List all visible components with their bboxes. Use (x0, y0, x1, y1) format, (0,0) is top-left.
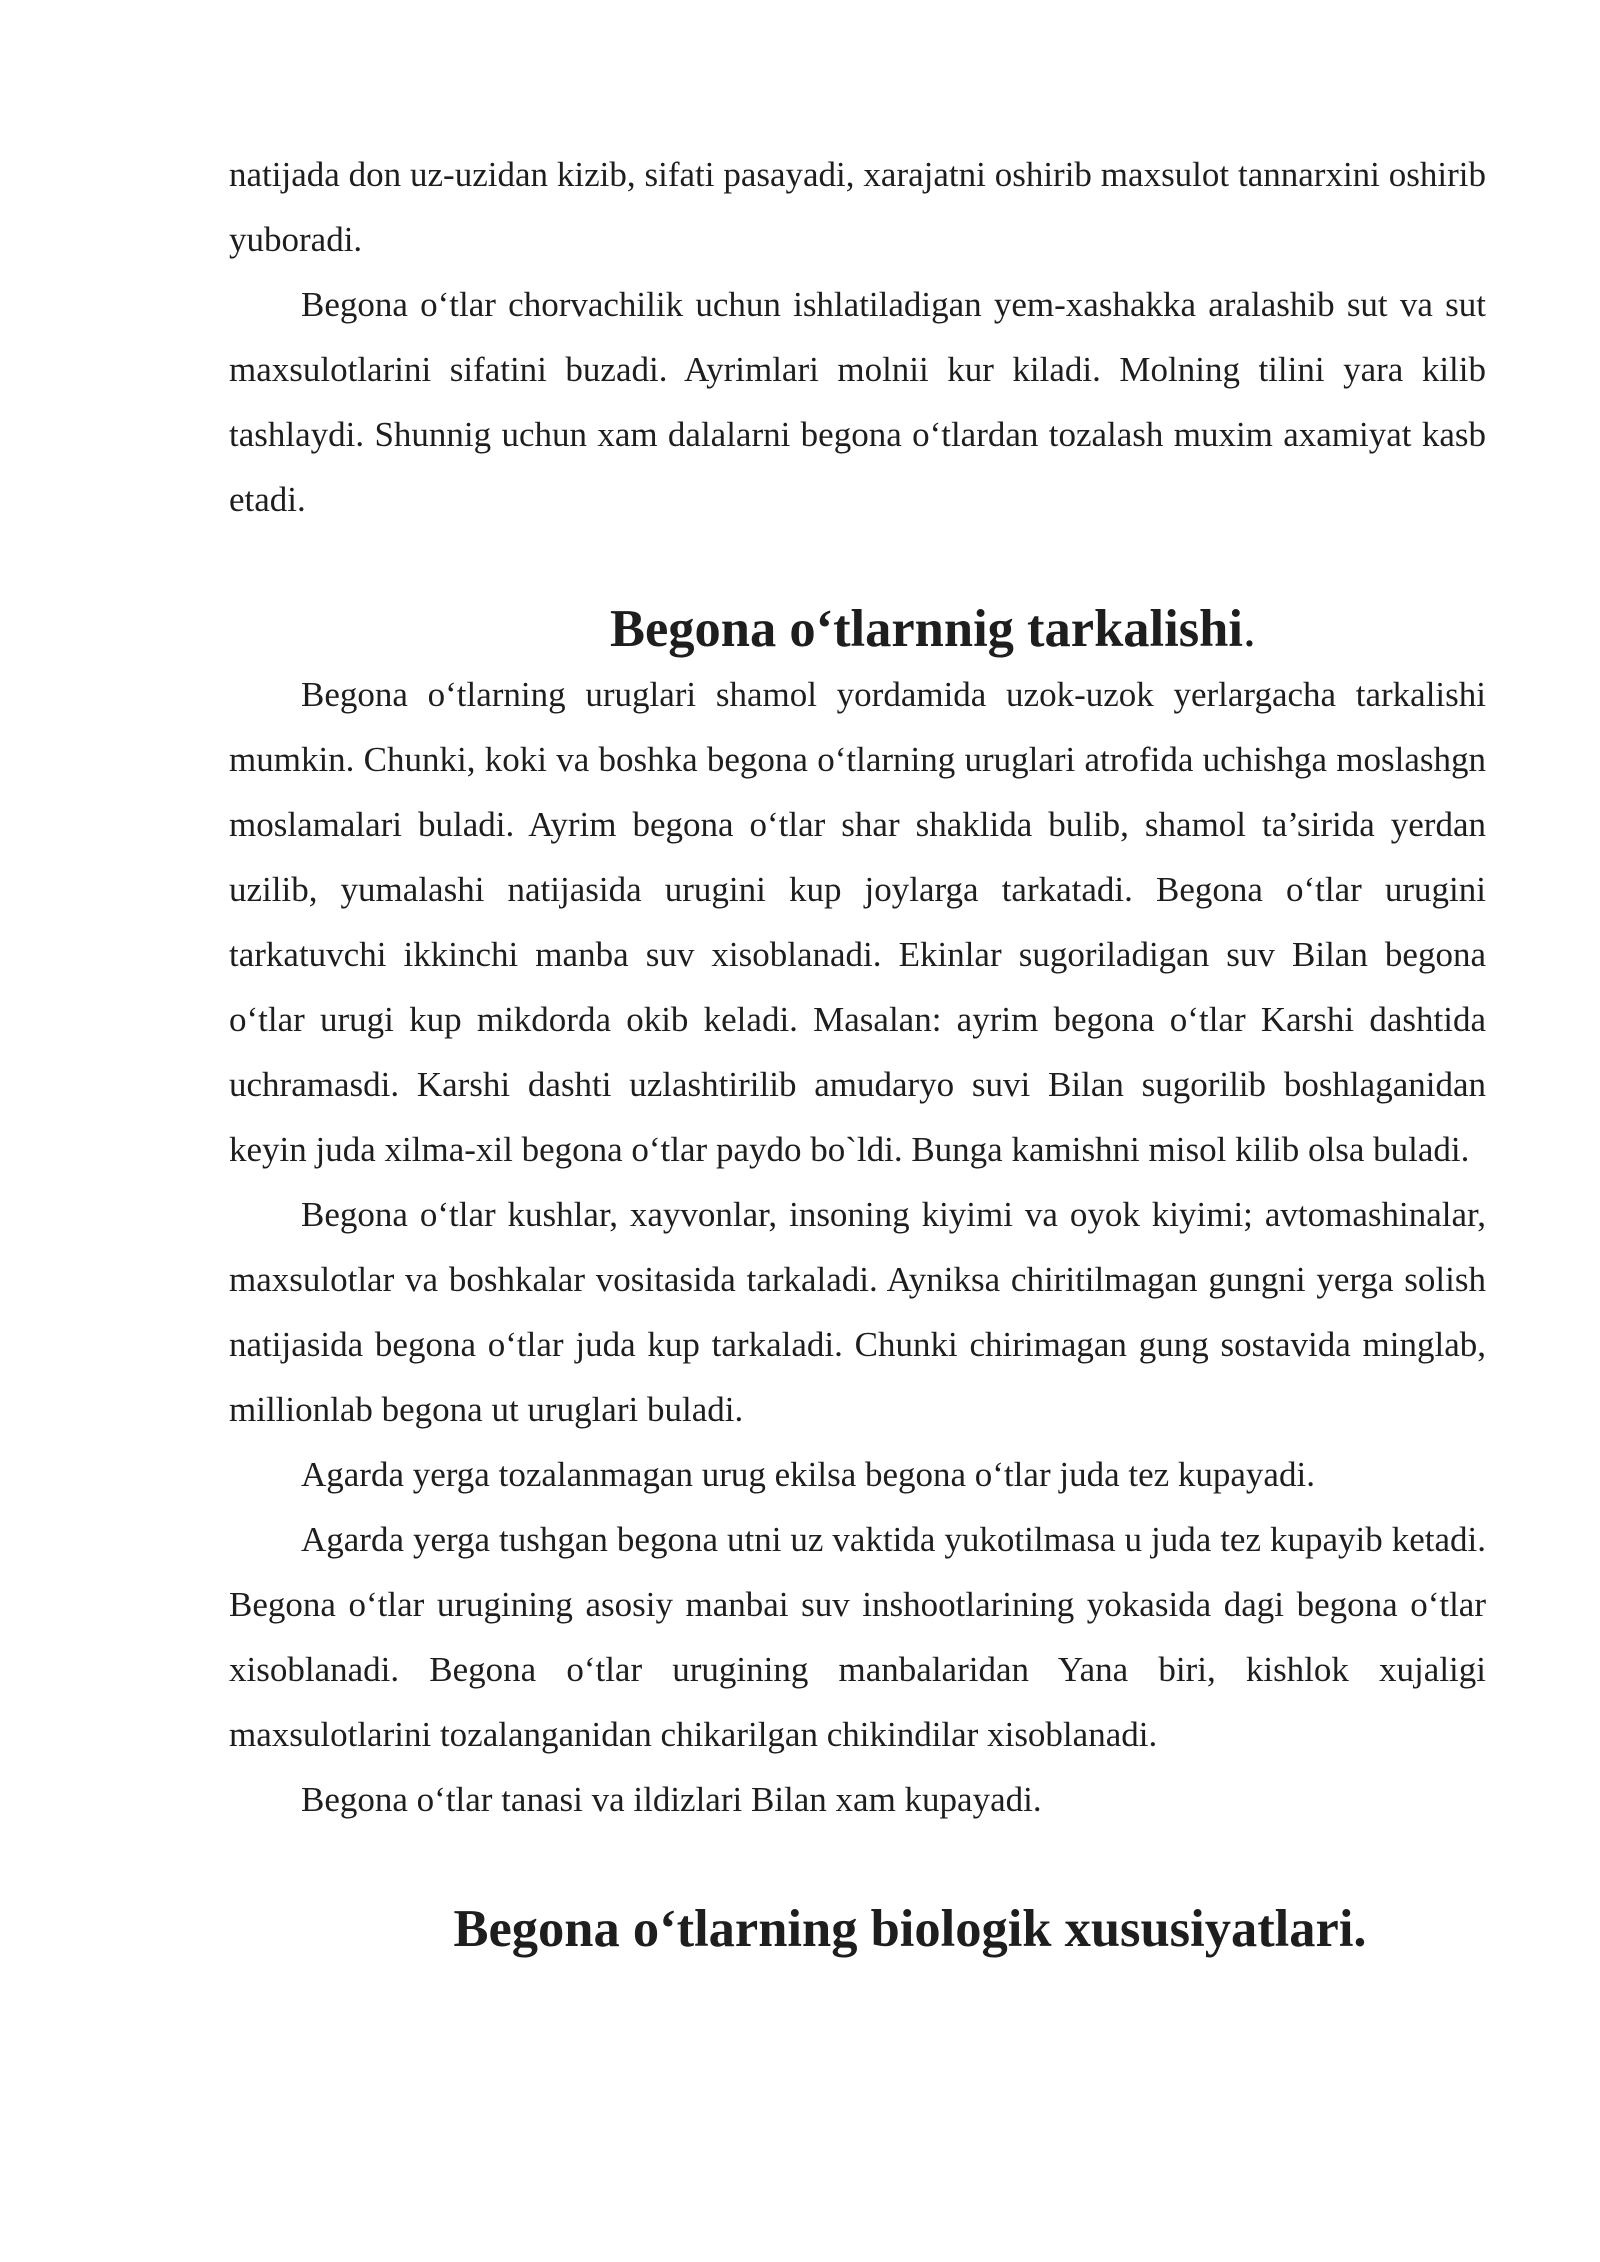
paragraph-animals-vehicles: Begona o‘tlar kushlar, xayvonlar, insoning kiyimi va oyok kiyimi; avtomashinalar, maxsulotlar va boshkalar vositasida tarkaladi. Ayniksa chiritilmagan gungni yerga solish natijasida begona o‘tlar juda kup tarkaladi. Chunki chirimagan gung sostavida minglab, millionlab begona ut uruglari buladi. (229, 1195, 1486, 1429)
paragraph-wind-water: Begona o‘tlarning uruglari shamol yordamida uzok-uzok yerlargacha tarkalishi mumkin. Chunki, koki va boshka begona o‘tlarning uruglari atrofida uchishga moslashgn moslamalari buladi. Ayrim begona o‘tlar shar shaklida bulib, shamol ta’sirida yerdan uzilib, yumalashi natijasida urugini kup joylarga tarkatadi. Begona o‘tlar urugini tarkatuvchi ikkinchi manba suv xisoblanadi. Ekinlar sugoriladigan suv Bilan begona o‘tlar urugi kup mikdorda okib keladi. Masalan: ayrim begona o‘tlar Karshi dashtida uchramasdi. Karshi dashti uzlashtirilib amudaryo suvi Bilan sugorilib boshlaganidan keyin juda xilma-xil begona o‘tlar paydo bo`ldi. Bunga kamishni misol kilib olsa buladi. (229, 675, 1486, 1169)
paragraph-roots: Begona o‘tlar tanasi va ildizlari Bilan xam kupayadi. (301, 1780, 1042, 1819)
paragraph-uncleaned-seed: Agarda yerga tozalanmagan urug ekilsa begona o‘tlar juda tez kupayadi. (301, 1455, 1315, 1494)
blank-line (229, 532, 1486, 597)
section-heading-biology: Begona o‘tlarning biologik xususiyatlari. (453, 1900, 1367, 1958)
section-heading-spread (229, 597, 1486, 662)
document-page (229, 142, 1486, 1962)
section-heading-spread-text: Begona o‘tlarnnig tarkalishi (609, 600, 1243, 658)
section-heading-spread-period: . (1242, 600, 1257, 658)
blank-line (229, 1832, 1486, 1897)
paragraph-livestock: Begona o‘tlar chorvachilik uchun ishlatiladigan yem-xashakka aralashib sut va sut maxsulotlarini sifatini buzadi. Ayrimlari molnii kur kiladi. Molning tilini yara kilib tashlaydi. Shunnig uchun xam dalalarni begona o‘tlardan tozalash muxim axamiyat kasb etadi. (229, 285, 1486, 519)
paragraph-continuation: natijada don uz-uzidan kizib, sifati pasayadi, xarajatni oshirib maxsulot tannarxini oshirib yuboradi. (229, 155, 1486, 259)
paragraph-sources: Agarda yerga tushgan begona utni uz vaktida yukotilmasa u juda tez kupayib ketadi. Begona o‘tlar urugining asosiy manbai suv inshootlarining yokasida dagi begona o‘tlar xisoblanadi. Begona o‘tlar urugining manbalaridan Yana biri, kishlok xujaligi maxsulotlarini tozalanganidan chikarilgan chikindilar xisoblanadi. (229, 1520, 1486, 1754)
